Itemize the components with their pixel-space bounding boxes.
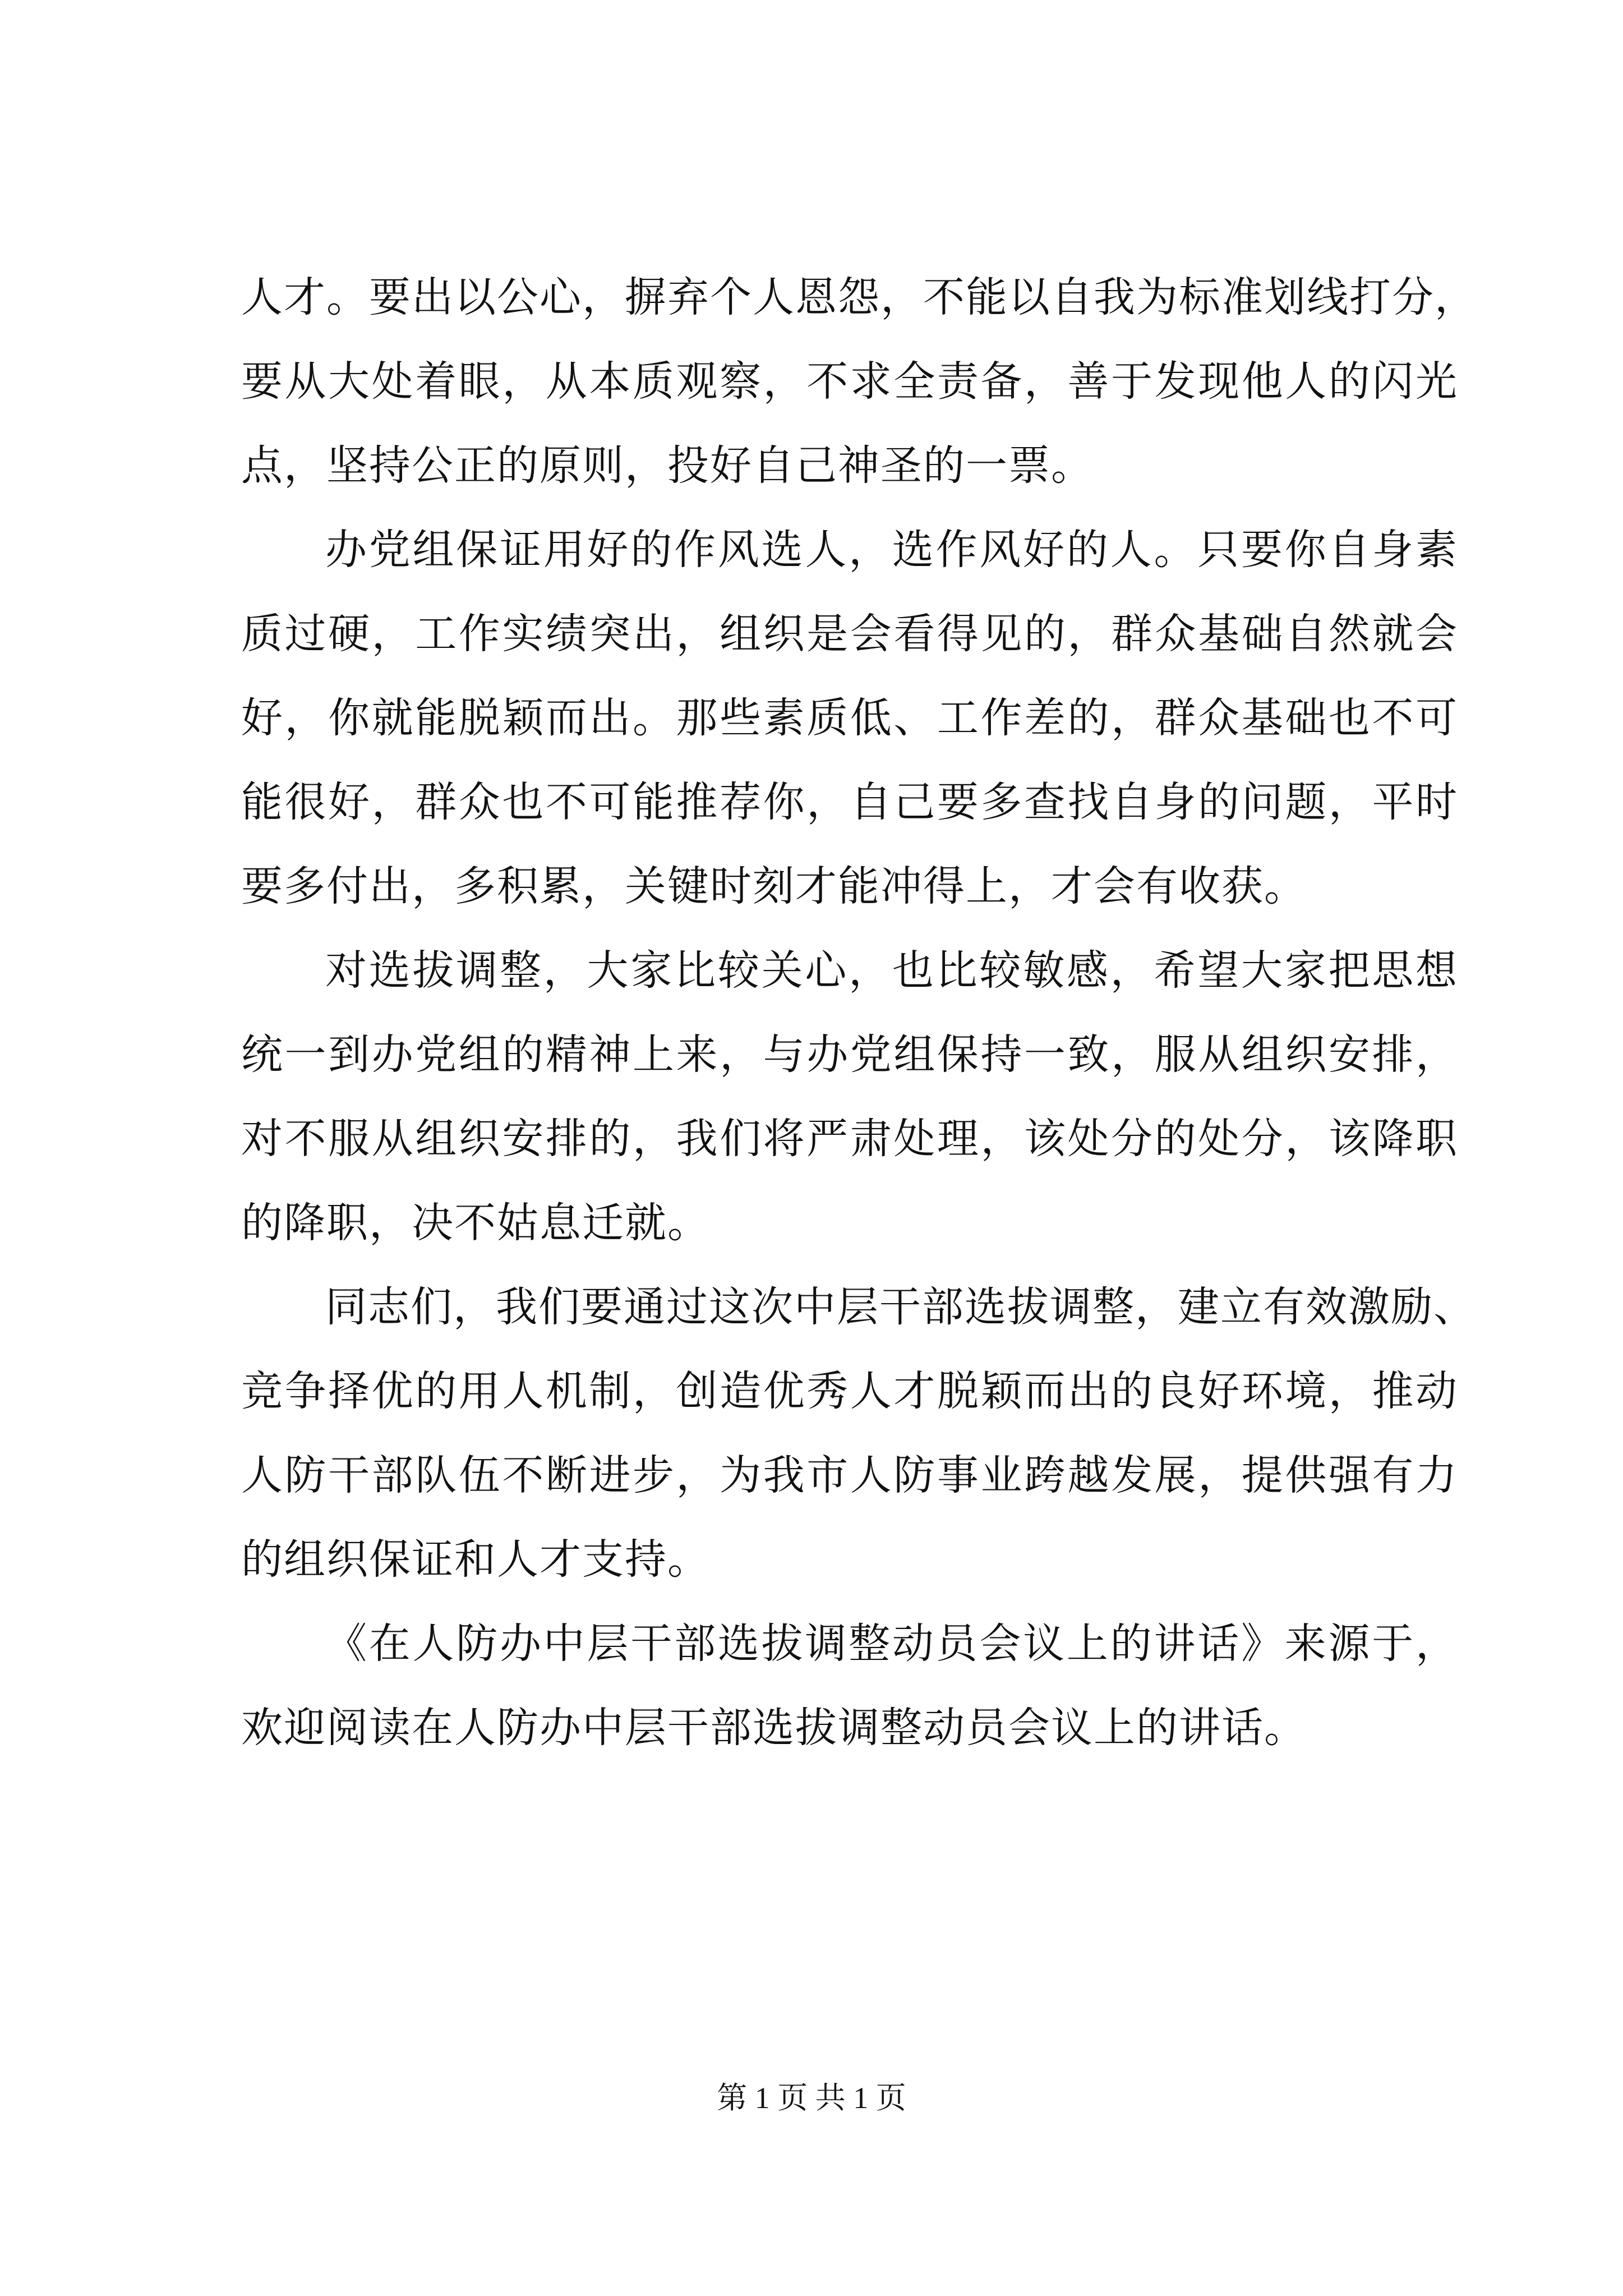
- text-line: 要从大处着眼，从本质观察，不求全责备，善于发现他人的闪光: [241, 357, 1458, 406]
- paragraph-first-line: 对选拔调整，大家比较关心，也比较敏感，希望大家把思想: [325, 946, 1458, 995]
- text-line: 质过硬，工作实绩突出，组织是会看得见的，群众基础自然就会: [241, 610, 1458, 658]
- text-line: 人防干部队伍不断进步，为我市人防事业跨越发展，提供强有力: [241, 1451, 1458, 1499]
- text-line: 的组织保证和人才支持。: [241, 1535, 710, 1584]
- text-line: 能很好，群众也不可能推荐你，自己要多查找自身的问题，平时: [241, 778, 1458, 826]
- paragraph-first-line: 同志们，我们要通过这次中层干部选拔调整，建立有效激励、: [325, 1283, 1476, 1331]
- text-line: 的降职，决不姑息迁就。: [241, 1199, 710, 1247]
- text-line: 人才。要出以公心，摒弃个人恩怨，不能以自我为标准划线打分，: [241, 273, 1477, 321]
- text-line: 要多付出，多积累，关键时刻才能冲得上，才会有收获。: [241, 862, 1307, 910]
- document-body: [241, 255, 1477, 1770]
- paragraph-first-line: 《在人防办中层干部选拔调整动员会议上的讲话》来源于，: [325, 1619, 1458, 1668]
- text-line: 对不服从组织安排的，我们将严肃处理，该处分的处分，该降职: [241, 1115, 1458, 1163]
- paragraph-first-line: 办党组保证用好的作风选人，选作风好的人。只要你自身素: [325, 526, 1458, 574]
- page-number-footer: 第 1 页 共 1 页: [717, 2081, 906, 2115]
- text-line: 欢迎阅读在人防办中层干部选拔调整动员会议上的讲话。: [241, 1704, 1307, 1752]
- text-line: 点，坚持公正的原则，投好自己神圣的一票。: [241, 441, 1094, 490]
- text-line: 好，你就能脱颖而出。那些素质低、工作差的，群众基础也不可: [241, 694, 1458, 742]
- text-line: 竞争择优的用人机制，创造优秀人才脱颖而出的良好环境，推动: [241, 1367, 1458, 1415]
- text-line: 统一到办党组的精神上来，与办党组保持一致，服从组织安排，: [241, 1030, 1458, 1079]
